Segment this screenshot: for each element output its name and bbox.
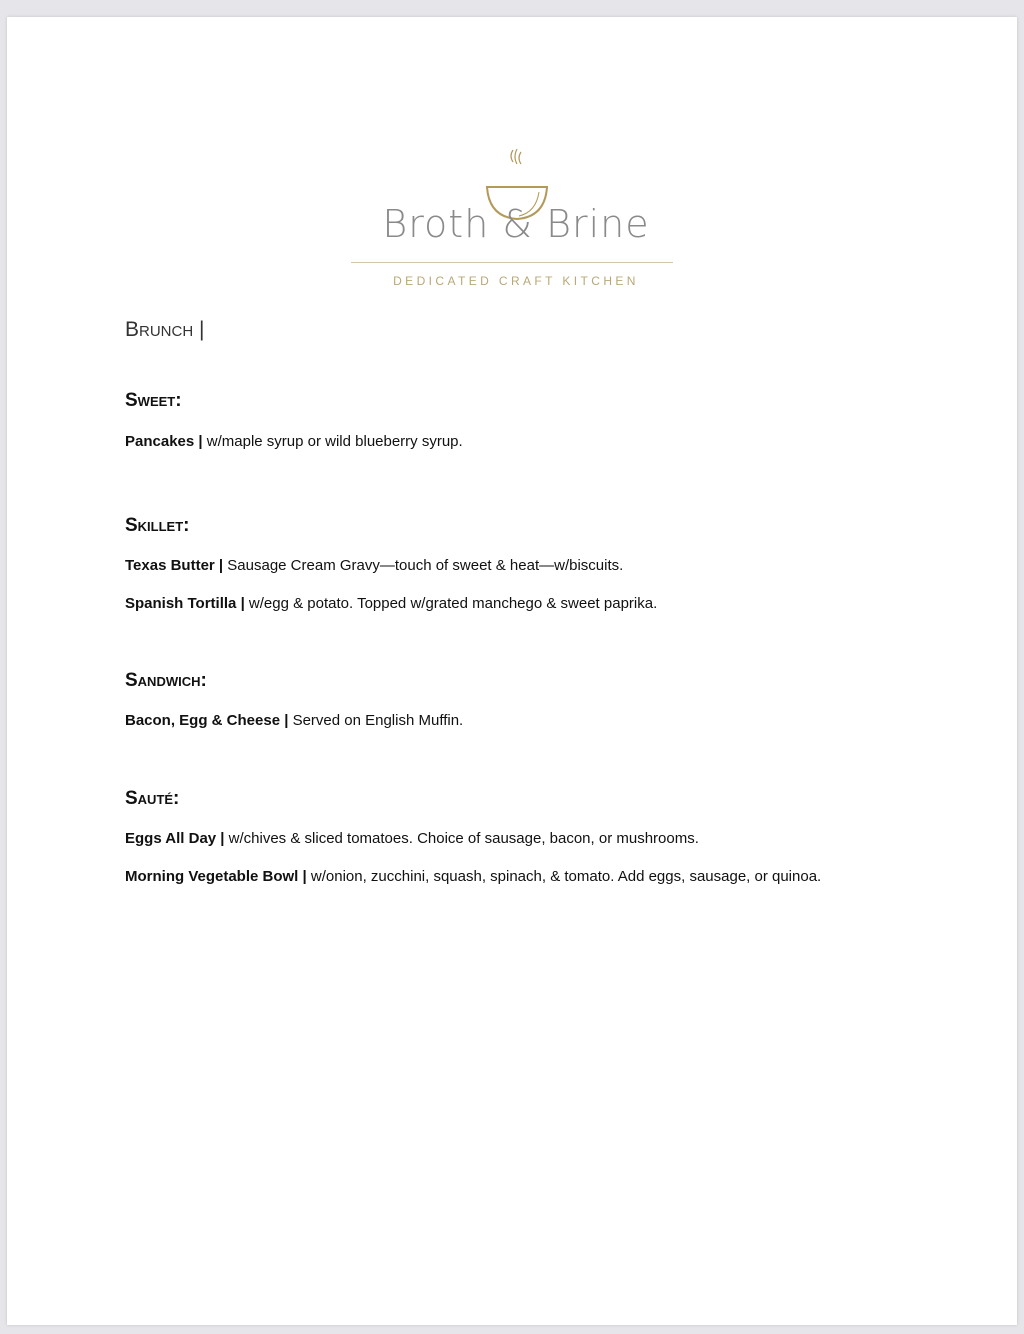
- brand-name: Broth & Brine: [382, 202, 650, 246]
- menu-item: [125, 595, 657, 612]
- item-name: Texas Butter |: [125, 557, 224, 574]
- logo: [351, 142, 681, 288]
- item-name: Spanish Tortilla |: [125, 595, 245, 612]
- item-desc: w/chives & sliced tomatoes. Choice of sausage, bacon, or mushrooms.: [224, 830, 699, 847]
- item-name: Morning Vegetable Bowl |: [125, 868, 307, 885]
- item-desc: Sausage Cream Gravy—touch of sweet & heat—w/biscuits.: [223, 557, 624, 574]
- menu-page: [7, 17, 1017, 1325]
- item-name: Bacon, Egg & Cheese |: [125, 712, 289, 729]
- menu-item: [125, 433, 463, 450]
- menu-item: [125, 868, 821, 885]
- item-desc: Served on English Muffin.: [288, 712, 464, 729]
- item-desc: w/onion, zucchini, squash, spinach, & tomato. Add eggs, sausage, or quinoa.: [306, 868, 822, 885]
- section-heading: Sandwich:: [125, 670, 207, 691]
- section-heading: Skillet:: [125, 515, 190, 536]
- item-name: Eggs All Day |: [125, 830, 225, 847]
- logo-divider: [351, 262, 673, 263]
- item-name: Pancakes |: [125, 433, 203, 450]
- item-desc: w/egg & potato. Topped w/grated manchego & sweet paprika.: [244, 595, 658, 612]
- page-title: Brunch |: [125, 318, 205, 341]
- brand-tagline: DEDICATED CRAFT KITCHEN: [393, 274, 639, 288]
- item-desc: w/maple syrup or wild blueberry syrup.: [202, 433, 463, 450]
- section-heading: Sweet:: [125, 390, 182, 411]
- menu-item: [125, 830, 699, 847]
- menu-item: [125, 712, 463, 729]
- menu-item: [125, 557, 623, 574]
- section-heading: Sauté:: [125, 788, 180, 809]
